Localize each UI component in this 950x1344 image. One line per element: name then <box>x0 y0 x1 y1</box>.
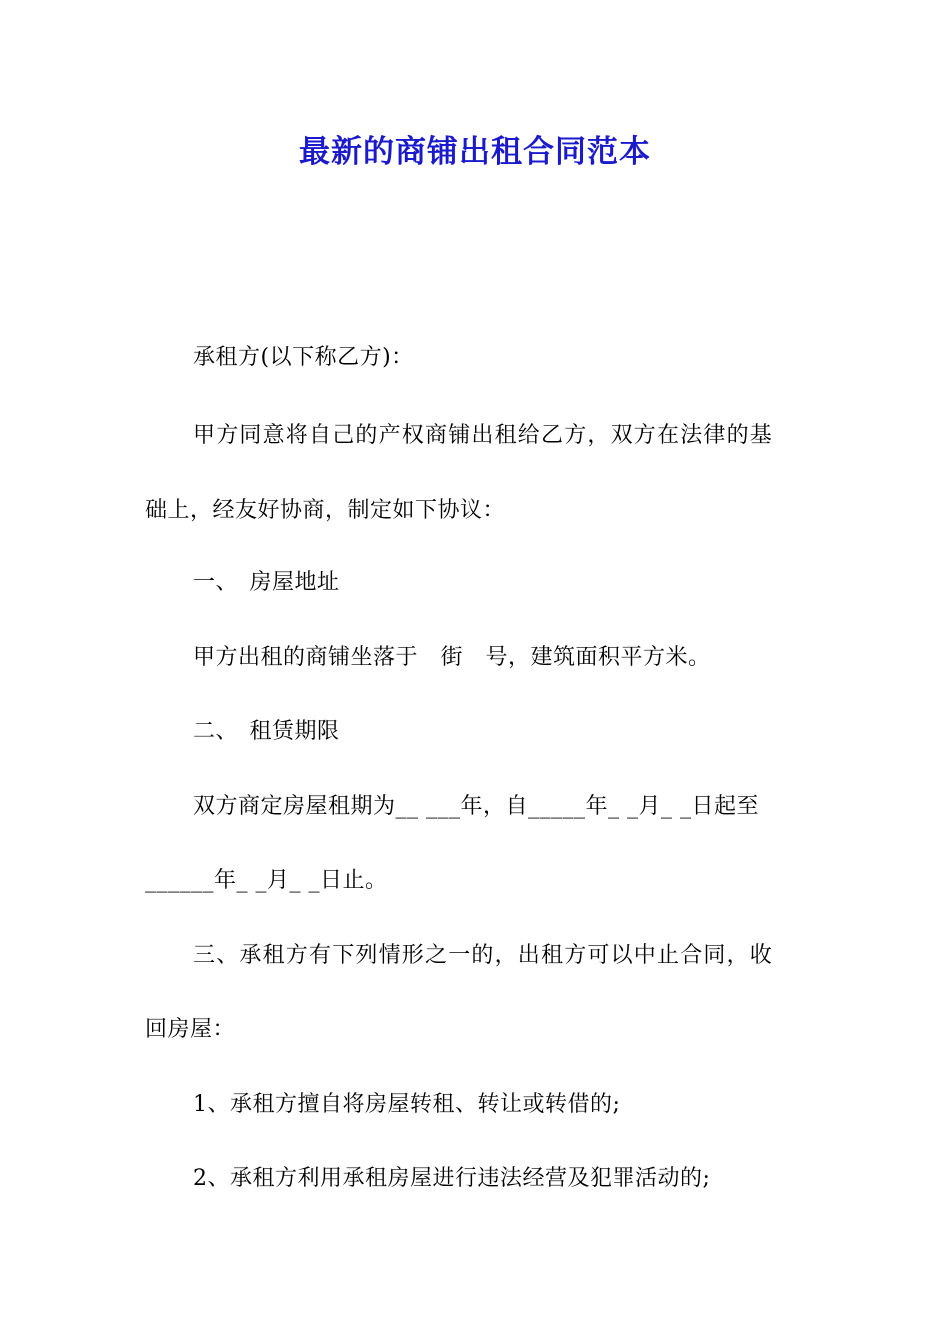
agreement-paragraph-line-1: 甲方同意将自己的产权商铺出租给乙方，双方在法律的基 <box>193 423 774 448</box>
termination-item-1: 1、承租方擅自将房屋转租、转让或转借的; <box>193 1092 621 1117</box>
document-title: 最新的商铺出租合同范本 <box>299 134 651 170</box>
address-clause: 甲方出租的商铺坐落于 街 号，建筑面积平方米。 <box>193 645 711 670</box>
termination-clause-line-1: 三、承租方有下列情形之一的，出租方可以中止合同，收 <box>193 943 774 968</box>
termination-clause-line-2: 回房屋： <box>145 1017 236 1042</box>
section-heading-address: 一、 房屋地址 <box>193 570 340 595</box>
lease-term-line-1: 双方商定房屋租期为__ ___年，自_____年_ _月_ _日起至 <box>193 794 759 819</box>
section-heading-lease-term: 二、 租赁期限 <box>193 719 340 744</box>
agreement-paragraph-line-2: 础上，经友好协商，制定如下协议： <box>145 498 506 523</box>
termination-item-2: 2、承租方利用承租房屋进行违法经营及犯罪活动的; <box>193 1166 711 1191</box>
lease-term-line-2: ______年_ _月_ _日止。 <box>145 868 388 893</box>
tenant-line: 承租方(以下称乙方)： <box>193 345 414 370</box>
